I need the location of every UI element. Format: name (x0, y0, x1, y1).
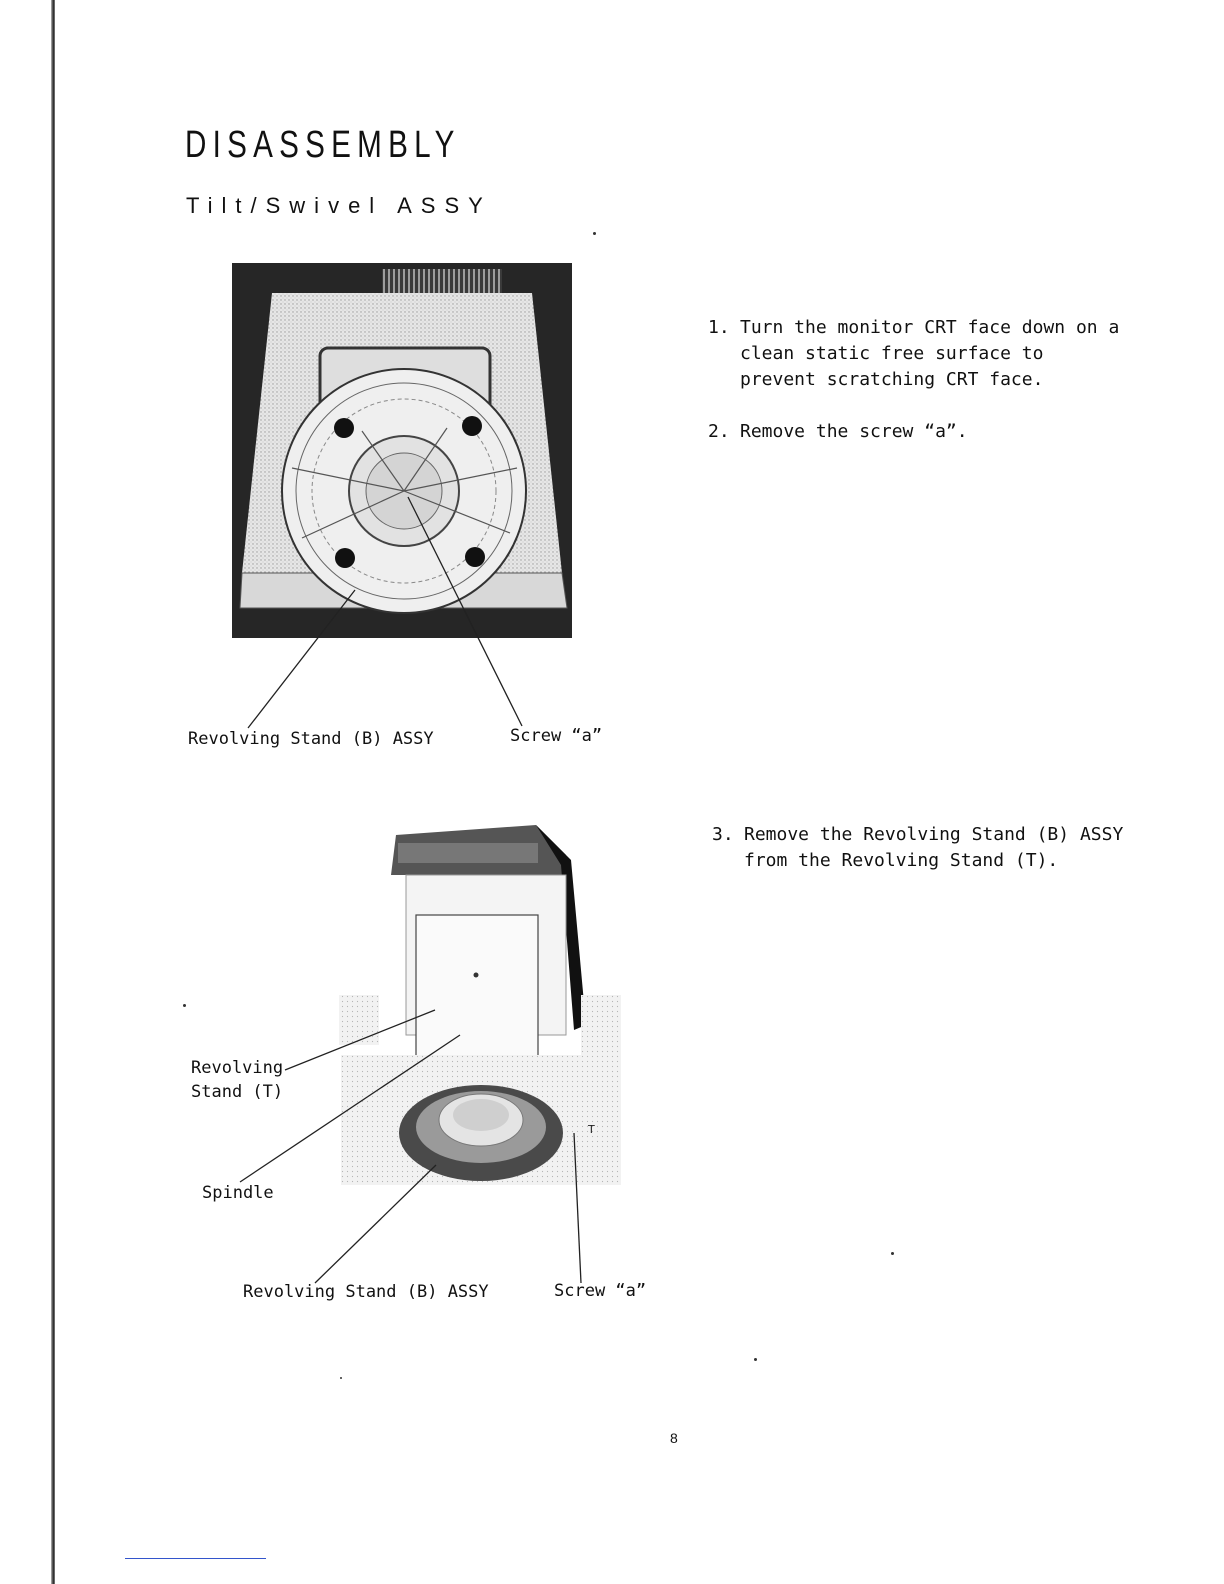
scan-speck (891, 1252, 894, 1255)
svg-text:T: T (588, 1123, 595, 1136)
callout-screw-a-1: Screw “a” (510, 726, 603, 746)
page-number: 8 (670, 1430, 678, 1446)
step-2-number: 2. (708, 421, 730, 442)
callout-revolving-stand-b-assy-1: Revolving Stand (B) ASSY (188, 729, 434, 749)
callout-revolving-stand-t-line2: Stand (T) (191, 1082, 284, 1102)
scan-speck (754, 1358, 757, 1361)
section-title: Tilt/Swivel ASSY (186, 193, 492, 218)
step-1-number: 1. (708, 317, 730, 338)
callout-screw-a-2: Screw “a” (554, 1281, 647, 1301)
scan-speck (340, 1377, 342, 1379)
bottom-rule (125, 1558, 266, 1559)
step-2-text: Remove the screw “a”. (740, 421, 968, 442)
callout-revolving-stand-b-assy-2: Revolving Stand (B) ASSY (243, 1282, 489, 1302)
step-3-text: Remove the Revolving Stand (B) ASSY from the Revolving Stand (T). (744, 824, 1124, 871)
callout-spindle: Spindle (202, 1183, 274, 1203)
step-3 (712, 822, 1132, 882)
step-1-text: Turn the monitor CRT face down on a clean static free surface to prevent scratching CRT face. (740, 317, 1120, 390)
step-3-number: 3. (712, 824, 734, 845)
scan-speck (183, 1004, 186, 1007)
page-title: DISASSEMBLY (185, 124, 461, 166)
scan-speck (593, 232, 596, 235)
callout-revolving-stand-t-line1: Revolving (191, 1058, 284, 1078)
